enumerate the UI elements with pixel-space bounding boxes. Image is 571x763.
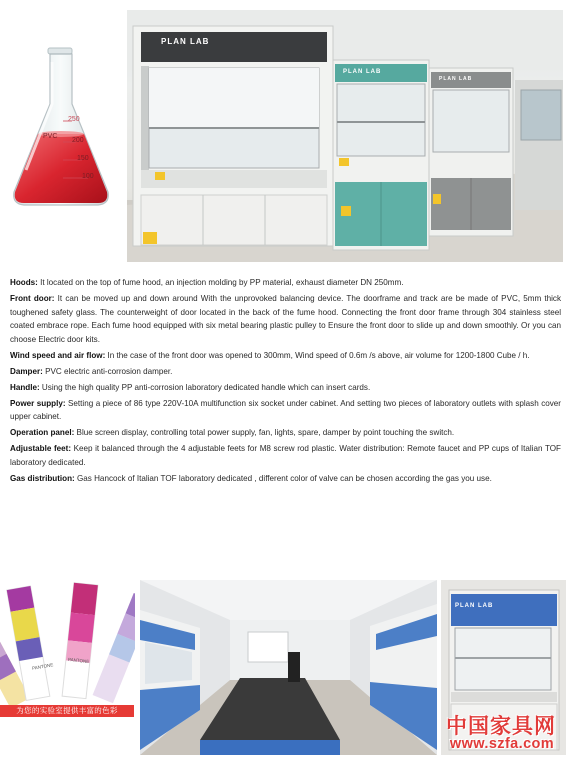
swatch-brand-left: PANTONE bbox=[31, 662, 54, 671]
spec-body: Gas Hancock of Italian TOF laboratory dedicated , different color of valve can be chosen according the gas you use. bbox=[74, 473, 492, 483]
spec-label: Damper: bbox=[10, 366, 43, 376]
spec-damper bbox=[10, 365, 561, 379]
spec-label: Front door: bbox=[10, 293, 55, 303]
spec-body: PVC electric anti-corrosion damper. bbox=[42, 366, 173, 376]
spec-front-door bbox=[10, 292, 561, 346]
watermark-url[interactable]: www.szfa.com bbox=[449, 736, 555, 752]
color-swatch-photo bbox=[0, 578, 135, 716]
spec-power-supply bbox=[10, 397, 561, 424]
spec-body: It can be moved up and down around With the unprovoked balancing device. The doorframe and track are be made of PVC, 5mm thick toughened safety glass. The counterweight of door located in the back of the fume hood. Connecting the front door frame through 304 stainless steel coated embrace rope. Each fume hood equipped with six metal bearing plastic pulley to Ensure the front door to slide up and down smoothly. Or you can choose Electric door kits. bbox=[10, 293, 561, 344]
spec-wind-speed bbox=[10, 349, 561, 363]
fume-hood-photo bbox=[127, 10, 563, 262]
lab-room-scene bbox=[140, 580, 437, 755]
spec-label: Wind speed and air flow: bbox=[10, 350, 106, 360]
spec-label: Adjustable feet: bbox=[10, 444, 72, 454]
spec-operation-panel bbox=[10, 426, 561, 440]
spec-handle bbox=[10, 381, 561, 395]
spec-body: It located on the top of fume hood, an injection molding by PP material, exhaust diameter DN 250mm. bbox=[37, 278, 404, 287]
flask-brand: PVC bbox=[43, 133, 58, 140]
spec-label: Power supply: bbox=[10, 398, 66, 408]
hero-logo-center: PLAN LAB bbox=[343, 69, 382, 75]
swatch-brand-right: PANTONE bbox=[67, 656, 90, 665]
spec-hoods bbox=[10, 276, 561, 290]
spec-label: Handle: bbox=[10, 382, 40, 392]
flask-grad-200: 200 bbox=[72, 137, 84, 144]
flask-grad-250: 250 bbox=[68, 116, 80, 123]
flask-grad-150: 150 bbox=[77, 155, 89, 162]
spec-body: Keep it balanced through the 4 adjustable feets for M8 screw rod plastic. Water distribution: Remote faucet and PP cups of Italian TOF laboratory dedicated. bbox=[10, 444, 561, 467]
spec-label: Gas distribution: bbox=[10, 473, 75, 483]
spec-body: Blue screen display, controlling total power supply, fan, lights, spare, damper by point touching the switch. bbox=[74, 428, 455, 438]
hero-logo-right: PLAN LAB bbox=[439, 76, 473, 82]
lab-room-photo bbox=[140, 580, 437, 755]
spec-body: In the case of the front door was opened to 300mm, Wind speed of 0.6m /s above, air volume for 1200-1800 Cube / h. bbox=[105, 350, 530, 360]
spec-label: Hoods: bbox=[10, 278, 38, 287]
swatch-caption: 为您的实验室提供丰富的色彩 bbox=[0, 705, 134, 717]
flask-grad-100: 100 bbox=[82, 173, 94, 180]
hero-logo-left: PLAN LAB bbox=[161, 37, 210, 46]
fume-hood-scene bbox=[127, 10, 563, 262]
spec-body: Using the high quality PP anti-corrosion laboratory dedicated handle which can insert cards. bbox=[39, 382, 371, 392]
single-hood-logo: PLAN LAB bbox=[455, 603, 494, 609]
watermark-site-name: 中国家具网 bbox=[446, 715, 556, 738]
spec-gas-distribution bbox=[10, 472, 561, 486]
spec-adjustable-feet bbox=[10, 442, 561, 469]
spec-text bbox=[10, 276, 561, 488]
spec-body: Setting a piece of 86 type 220V-10A multifunction six socket under cabinet. And setting two pieces of laboratory outlets with splash cover upper cabinet. bbox=[10, 398, 561, 422]
flask-illustration bbox=[6, 42, 116, 212]
spec-label: Operation panel: bbox=[10, 428, 75, 438]
